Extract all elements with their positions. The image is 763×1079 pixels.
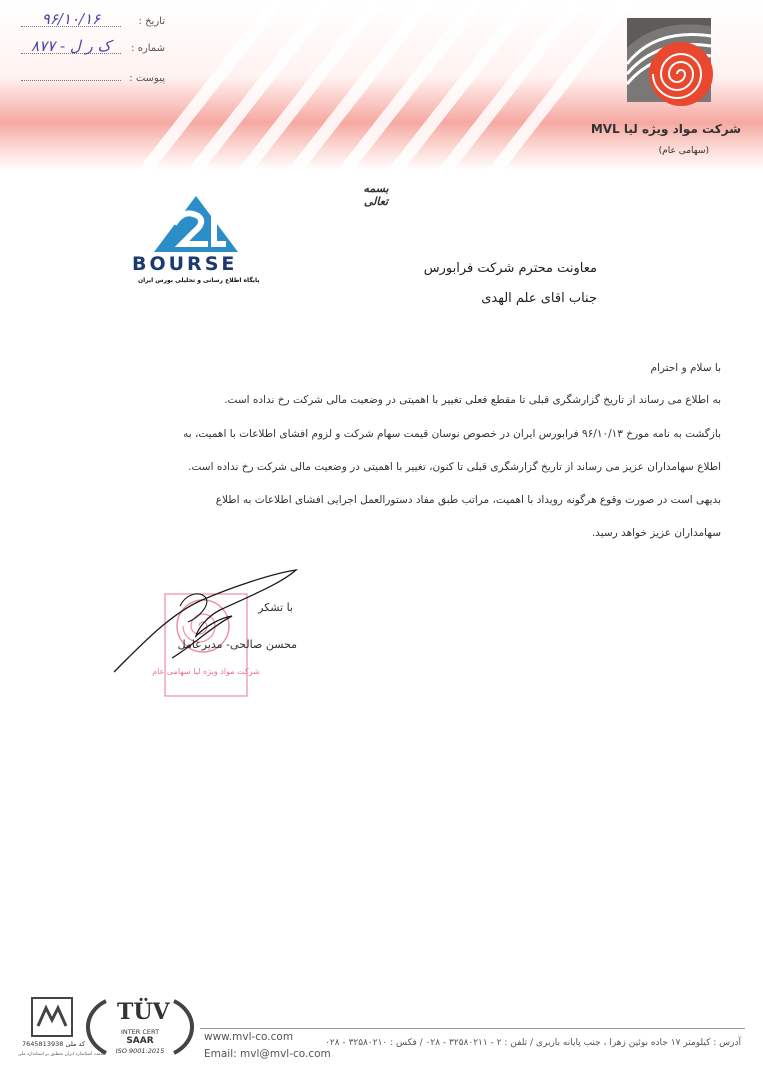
- footer-divider: [200, 1028, 745, 1029]
- body-line: سهامداران عزیز خواهد رسید.: [591, 527, 721, 539]
- attachment-label: پیوست :: [129, 73, 165, 84]
- number-value: ۸۷۷ - ک ر ل: [21, 41, 121, 54]
- body-line: بازگشت به نامه مورخ ۹۶/۱۰/۱۳ فرابورس ایران در خصوص نوسان قیمت سهام شرکت و لزوم افشای اطلاعات با اهمیت، به: [183, 428, 721, 440]
- body-line: به اطلاع می رساند از تاریخ گزارشگری قبلی تا مقطع فعلی تغییر با اهمیتی در وضعیت مالی شرکت رخ نداده است.: [224, 394, 721, 406]
- iran-standard-number: 7645813938: [22, 1040, 64, 1048]
- bourse-subtitle: پایگاه اطلاع رسانی و تحلیلی بورس ایران: [138, 277, 260, 284]
- stamp-text: شرکت مواد ویژه لیا سهامی عام: [152, 667, 260, 676]
- body-line: اطلاع سهامداران عزیز می رساند از تاریخ گزارشگری قبلی تا کنون، تغییر با اهمیتی در وضعیت مالی شرکت رخ نداده است.: [188, 461, 721, 473]
- recipient-line-1: معاونت محترم شرکت فرابورس: [423, 261, 597, 276]
- attachment-value: [21, 68, 121, 81]
- date-row: [21, 10, 165, 28]
- signer-name: محسن صالحی- مدیرعامل: [177, 638, 297, 651]
- footer-website[interactable]: www.mvl-co.com: [204, 1031, 294, 1043]
- iran-standard-note: علامت استاندارد ایران منطبق بر استاندارد ملی: [18, 1052, 106, 1057]
- body-line: بدیهی است در صورت وقوع هرگونه رویداد با اهمیت، مراتب طبق مفاد دستورالعمل اجرایی افشای اطلاعات به اطلاع: [215, 494, 721, 506]
- company-logo: [627, 18, 711, 102]
- tuv-line-3: ISO 9001:2015: [115, 1047, 165, 1055]
- handwritten-signature: [110, 566, 310, 678]
- number-row: [21, 37, 165, 55]
- date-label: تاریخ :: [138, 16, 165, 27]
- iran-standard-mark: [28, 996, 76, 1038]
- tuv-line-2: SAAR: [126, 1036, 154, 1046]
- footer-address: آدرس : کیلومتر ۱۷ جاده بوئین زهرا ، جنب پایانه باربری / تلفن : ۲ - ۳۲۵۸۰۲۱۱ - ۰۲۸ / فکس : ۳۲۵۸۰۲۱۰ - ۰۲۸: [325, 1038, 741, 1048]
- company-name: شرکت مواد ویژه لیا MVL: [590, 122, 741, 136]
- bourse-logo: [128, 194, 264, 290]
- tuv-brand: TÜV: [117, 999, 170, 1025]
- bourse-wordmark: BOURSE: [132, 253, 238, 275]
- tuv-line-1: INTER CERT: [120, 1028, 160, 1036]
- date-value: ۹۶/۱۰/۱۶: [21, 14, 121, 27]
- footer-email[interactable]: Email: mvl@mvl-co.com: [204, 1048, 331, 1060]
- company-type: (سهامی عام): [658, 146, 709, 156]
- greeting: با سلام و احترام: [650, 362, 721, 374]
- attachment-row: [21, 68, 165, 84]
- number-label: شماره :: [131, 43, 165, 54]
- recipient-line-2: جناب اقای علم الهدی: [481, 291, 597, 306]
- besmeh-heading: بسمه تعالی: [363, 182, 389, 208]
- iran-standard-code: [22, 1040, 85, 1048]
- closing-text: با تشکر: [258, 601, 293, 614]
- iran-standard-prefix: کد ملی: [65, 1040, 86, 1048]
